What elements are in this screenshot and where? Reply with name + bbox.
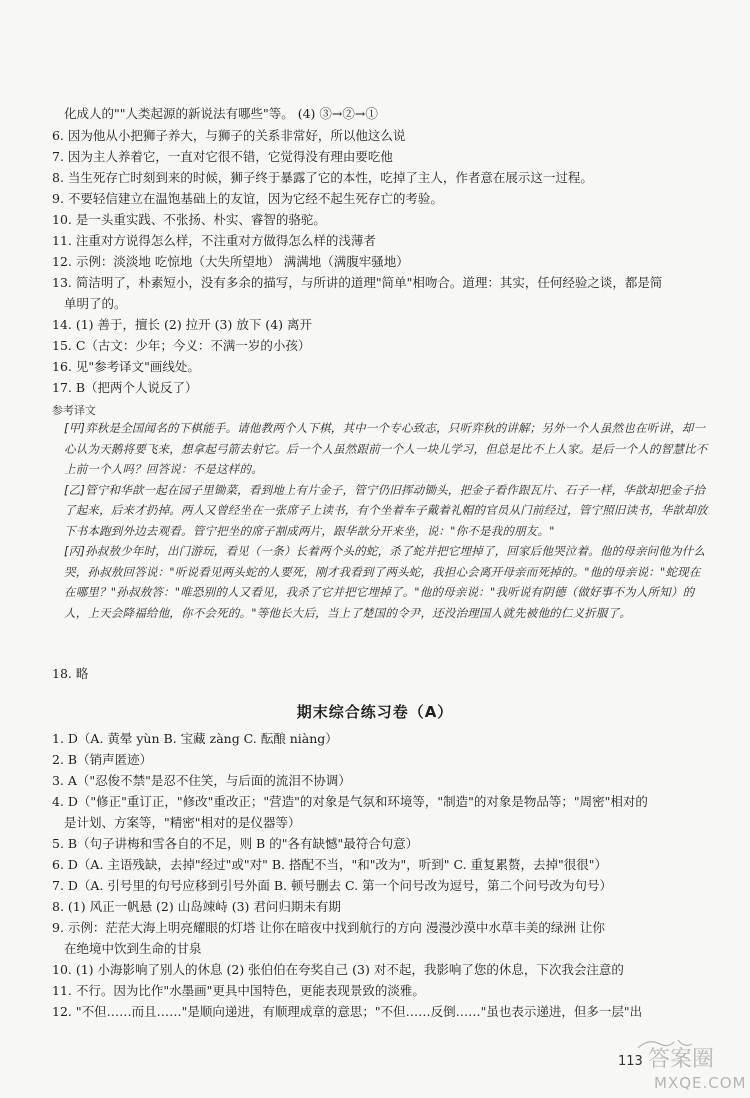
reference-translation-label: 参考译文: [52, 404, 96, 417]
answer-15: 15. C（古文：少年；今义：不满一岁的小孩）: [52, 338, 311, 353]
translation-paragraph-yi: [乙]管宁和华歆一起在园子里锄菜，看到地上有片金子，管宁仍旧挥动锄头，把金子看作跟瓦片、石子一样，华歆却把金子拾了起来，后来才扔掉。两人又曾经坐在一张席子上读书，有个坐着车子戴着礼帽的官员从门前经过，管宁照旧读书，华歆却放下书本跑到外边去观看。管宁把坐的席子割成两片，跟华歆分开来坐，说："你不是我的朋友。": [64, 482, 708, 538]
answer-18: 18. 略: [52, 666, 89, 681]
exam-answer-3: 3. A（"忍俊不禁"是忍不住笑，与后面的流泪不协调）: [52, 773, 351, 788]
reference-translation: [64, 418, 712, 623]
exam-answer-4: 4. D（"修正"重订正，"修改"重改正；"营造"的对象是气氛和环境等，"制造"的对象是物品等；"周密"相对的: [52, 794, 648, 809]
exam-answer-11: 11. 不行。因为比作"水墨画"更具中国特色，更能表现景致的淡雅。: [52, 983, 425, 998]
answer-12: 12. 示例：淡淡地 吃惊地（大失所望地） 满满地（满腹牢骚地）: [52, 254, 409, 269]
exam-answer-6: 6. D（A. 主语残缺，去掉"经过"或"对" B. 搭配不当，"和"改为"，听到" C. 重复累赘，去掉"很很"）: [52, 857, 608, 872]
exam-answer-2: 2. B（销声匿迹）: [52, 752, 153, 767]
watermark-cn-text: 答案圈: [648, 1047, 715, 1072]
exam-answer-5: 5. B（句子讲梅和雪各自的不足，则 B 的"各有缺憾"最符合句意）: [52, 836, 419, 851]
answer-11: 11. 注重对方说得怎么样，不注重对方做得怎么样的浅薄者: [52, 233, 376, 248]
page-number: 113: [618, 1054, 643, 1069]
answer-6: 6. 因为他从小把狮子养大，与狮子的关系非常好，所以他这么说: [52, 128, 406, 143]
exam-answer-7: 7. D（A. 引号里的句号应移到引号外面 B. 顿号删去 C. 第一个问号改为逗号，第二个问号改为句号）: [52, 878, 613, 893]
answer-9: 9. 不要轻信建立在温饱基础上的友谊，因为它经不起生死存亡的考验。: [52, 191, 443, 206]
exam-answer-1: 1. D（A. 黄晕 yùn B. 宝藏 zàng C. 酝酿 niàng）: [52, 731, 338, 746]
exam-answer-4-continuation: 是计划、方案等，"精密"相对的是仪器等）: [64, 815, 301, 830]
exam-answer-9-continuation: 在绝境中饮到生命的甘泉: [64, 941, 202, 956]
exam-answer-8: 8. (1) 风正一帆悬 (2) 山岛竦峙 (3) 君问归期未有期: [52, 899, 341, 914]
answer-8: 8. 当生死存亡时刻到来的时候，狮子终于暴露了它的本性，吃掉了主人，作者意在展示这一过程。: [52, 170, 593, 185]
answer-16: 16. 见"参考译文"画线处。: [52, 359, 200, 374]
answer-10: 10. 是一头重实践、不张扬、朴实、睿智的骆驼。: [52, 212, 326, 227]
exam-answer-12: 12. "不但……而且……"是顺向递进，有顺理成章的意思；"不但……反倒……"虽也表示递进，但多一层"出: [52, 1004, 643, 1019]
translation-paragraph-bing: [丙]孙叔敖少年时，出门游玩，看见（一条）长着两个头的蛇，杀了蛇并把它埋掉了，回家后他哭泣着。他的母亲问他为什么哭，孙叔敖回答说："听说看见两头蛇的人要死，刚才我看到了两头蛇，我担心会离开母亲而死掉的。"他的母亲说："蛇现在在哪里？"孙叔敖答："唯恐别的人又看见，我杀了它并把它埋掉了。"他的母亲说："我听说有阴德（做好事不为人所知）的人，上天会降福给他，你不会死的。"等他长大后，当上了楚国的令尹，还没治理国人就先被他的仁义折服了。: [64, 544, 706, 620]
answer-13: 13. 简洁明了，朴素短小，没有多余的描写，与所讲的道理"简单"相吻合。道理：其实，任何经验之谈，都是简: [52, 275, 663, 290]
answer-line-continuation: 化成人的""人类起源的新说法有哪些"等。 (4) ③→②→①: [64, 106, 378, 121]
answer-13-continuation: 单明了的。: [64, 296, 127, 311]
translation-paragraph-jia: [甲]弈秋是全国闻名的下棋能手。请他教两个人下棋，其中一个专心致志，只听弈秋的讲解；另外一个人虽然也在听讲，却一心认为天鹅将要飞来，想拿起弓箭去射它。后一个人虽然跟前一个人一块儿学习，但总是比不上人家。是后一个人的智慧比不上前一个人吗？回答说：不是这样的。: [64, 421, 708, 476]
watermark-logo: [618, 1030, 746, 1094]
answer-17: 17. B（把两个人说反了）: [52, 380, 198, 395]
watermark-en-text: MXQE.COM: [654, 1074, 746, 1092]
answer-7: 7. 因为主人养着它，一直对它很不错，它觉得没有理由要吃他: [52, 149, 393, 164]
exam-answer-9: 9. 示例：茫茫大海上明亮耀眼的灯塔 让你在暗夜中找到航行的方向 漫漫沙漠中水草丰美的绿洲 让你: [52, 920, 605, 935]
section-title: 期末综合练习卷（A）: [296, 703, 454, 721]
answer-14: 14. (1) 善于，擅长 (2) 拉开 (3) 放下 (4) 离开: [52, 317, 312, 332]
exam-answer-10: 10. (1) 小海影响了别人的休息 (2) 张伯伯在夸奖自己 (3) 对不起，我影响了您的休息，下次我会注意的: [52, 962, 624, 977]
